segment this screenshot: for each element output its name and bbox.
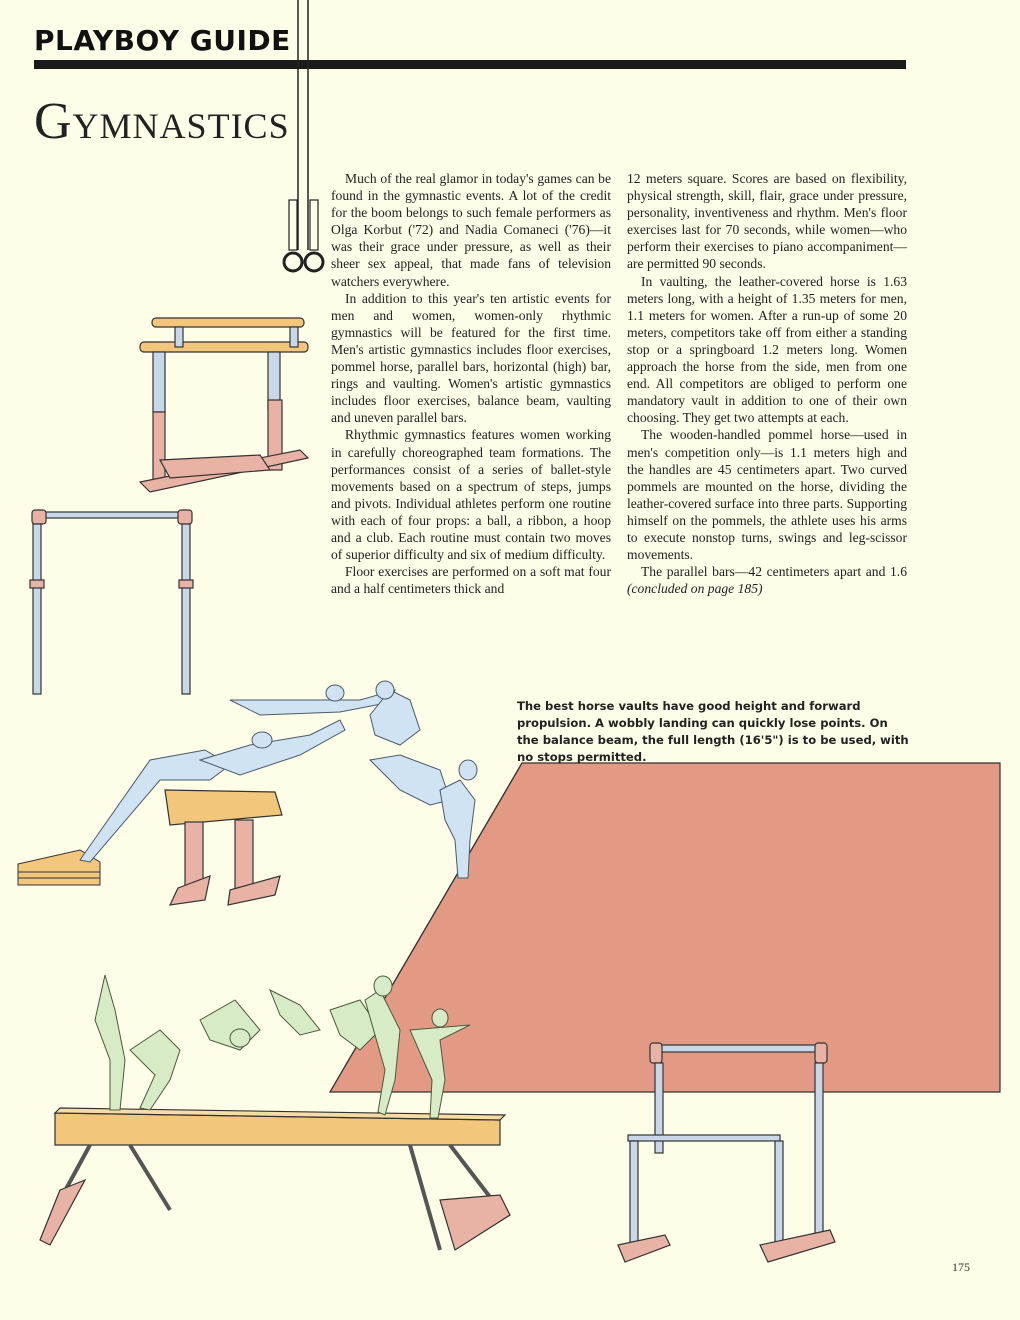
page-number: 175: [952, 1260, 970, 1274]
paragraph: In vaulting, the leather-covered horse is 1.63 meters long, with a height of 1.35 meters for men, 1.1 meters for women. After a run-up of some 20 meters, competitors take off from either a standing stop or a springboard 1.2 meters long. Women approach the horse from the side, men from one end. All competitors are obliged to perform one mandatory vault in addition to one of their own choosing. They get two attempts at each.: [627, 273, 907, 426]
gymnastic-rings: [284, 0, 323, 271]
article-title: Gymnastics: [34, 93, 290, 150]
paragraph-text: The parallel bars—42 centimeters apart and 1.6: [641, 564, 907, 580]
paragraph: [627, 563, 907, 597]
balance-beam-illustration: [40, 1108, 510, 1250]
paragraph: 12 meters square. Scores are based on flexibility, physical strength, skill, flair, grace under pressure, personality, inventiveness and rhythm. Men's floor exercises last for 70 seconds, while women—who perform their exercises to piano accompaniment—are permitted 90 seconds.: [627, 171, 907, 272]
parallel-bars-illustration: [140, 318, 308, 492]
paragraph: Rhythmic gymnastics features women working in carefully choreographed team formations. The performances consist of a series of ballet-style movements based on a spectrum of steps, jumps and pivots. Individual athletes perform one routine with each of four props: a ball, a ribbon, a hoop and a club. Each routine must contain two moves of superior difficulty and six of medium difficulty.: [331, 427, 611, 563]
article-column-2: [627, 170, 907, 597]
vaulter-figures: [80, 681, 477, 878]
paragraph: Much of the real glamor in today's games can be found in the gymnastic events. A lot of the credit for the boom belongs to such female performers as Olga Korbut ('72) and Nadia Comaneci ('76)—it was their grace under pressure, as well as their sheer sex appeal, that made fans of television watchers everywhere.: [331, 171, 611, 289]
section-label: PLAYBOY GUIDE: [34, 24, 291, 57]
illustration-caption: The best horse vaults have good height and forward propulsion. A wobbly landing can quickly lose points. On the balance beam, the full length (16'5") is to be used, with no stops permitted.: [517, 699, 909, 764]
article-column-1: [331, 170, 611, 597]
horizontal-bar-illustration: [30, 510, 193, 694]
paragraph: The wooden-handled pommel horse—used in men's competition only—is 1.1 meters high and the handles are 45 centimeters apart. Two curved pommels are mounted on the horse, dividing the leather-covered surface into three parts. Supporting himself on the pommels, the athlete uses his arms to execute nonstop turns, swings and leg-scissor movements.: [627, 427, 907, 563]
vaulting-horse-illustration: [165, 790, 282, 905]
paragraph: Floor exercises are performed on a soft mat four and a half centimeters thick and: [331, 564, 611, 597]
paragraph: In addition to this year's ten artistic events for men and women, women-only rhythmic gymnastics will be featured for the first time. Men's artistic gymnastics includes floor exercises, pommel horse, parallel bars, horizontal (high) bar, rings and vaulting. Women's artistic gymnastics includes floor exercises, balance beam, vaulting and uneven parallel bars.: [331, 290, 611, 426]
continued-note: (concluded on page 185): [627, 581, 763, 597]
